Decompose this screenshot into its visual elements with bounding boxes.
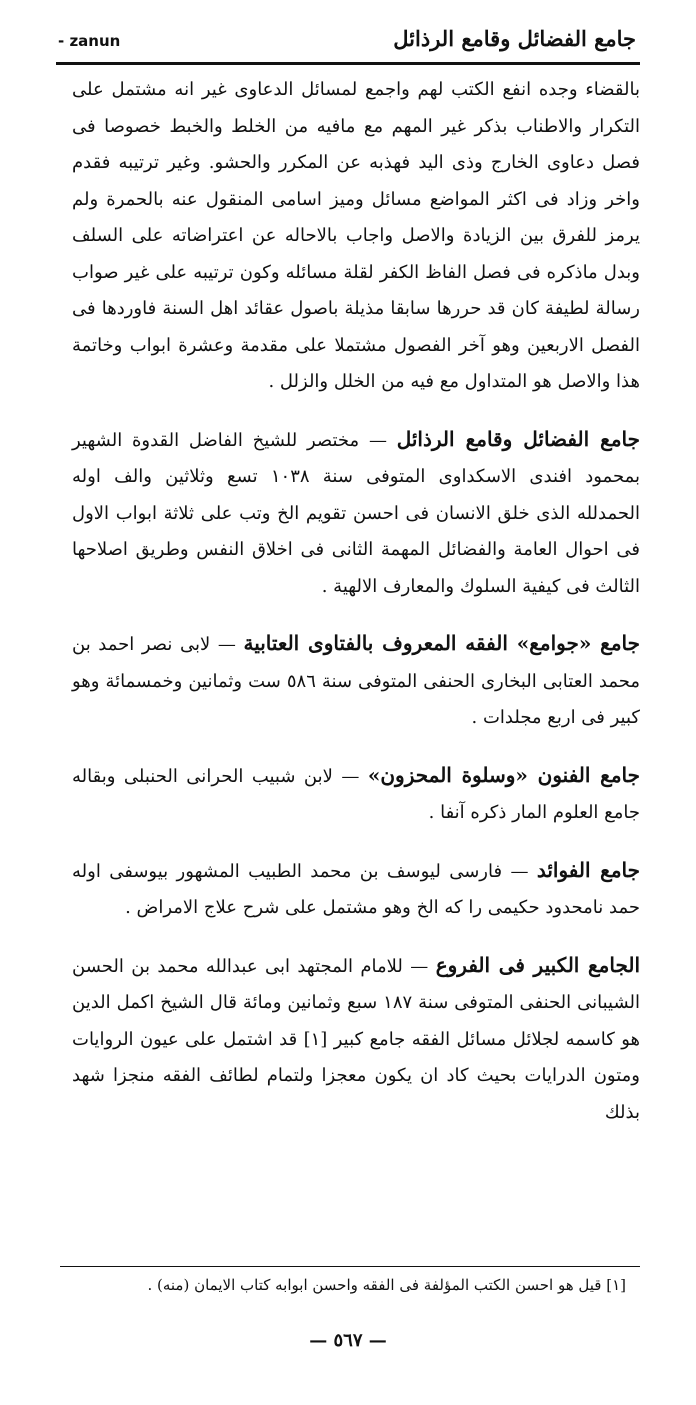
entry-title: جامع الفوائد [536,857,640,882]
paragraph [72,421,640,606]
page-header [56,22,640,65]
page-body [72,70,640,1315]
entry-title: الجامع الكبير فى الفروع [435,952,640,977]
footnote-divider [60,1266,640,1267]
paragraph [72,625,640,737]
entry-title: جامع «جوامع» الفقه المعروف بالفتاوى العتابية [243,631,640,655]
entry-title: جامع الفنون «وسلوة المحزون» [367,762,640,787]
paragraph [72,70,640,401]
running-title: جامع الفضائل وقامع الرذائل [393,26,636,51]
page-number: — ٥٦٧ — [309,1330,387,1351]
paragraph-text: بالقضاء وجده انفع الكتب لهم واجمع لمسائل الدعاوى غير انه مشتمل على التكرار والاطناب بذكر غير المهم مع مافيه من الخلط والخبط خصوصا فى فصل دعاوى الخارج وذى اليد فهذبه عن المكرر والحشو. وغير ترتيبه فقدم واخر وزاد فى اكثر المواضع مسائل وميز اسامى المنقول عنه بالحمرة ولم يرمز للفرق بين الزيادة والاصل واجاب بالاحاله عن اعتراضاته على السلف وبدل ماذكره فى فصل الفاظ الكفر لقلة مسائله وكون ترتيبه على غير صواب رسالة لطيفة كان قد حررها سابقا مذيلة باصول عقائد اهل السنة فاوردها فى الفصل الاربعين وهو آخر الفصول مشتملا على مقدمة وعشرة ابواب وخاتمة هذا والاصل هو المتداول مع فيه من الخلل والزلل . [72,79,640,392]
paragraph [72,757,640,832]
paragraph [72,852,640,927]
footnote: [١] قيل هو احسن الكتب المؤلفة فى الفقه واحسن ابوابه كتاب الايمان (منه) . [147,1276,626,1294]
paragraph-text: — مختصر للشيخ الفاضل القدوة الشهير بمحمود افندى الاسكداوى المتوفى سنة ١٠٣٨ تسع وثلاثين والف اوله الحمدلله الذى خلق الانسان فى احسن تقويم الخ وتب على ثلاثة ابواب الاول فى احوال العامة والفضائل المهمة الثانى فى اخلاق النفس وطريق اصلاحها الثالث فى كيفية السلوك والمعارف الالهية . [72,429,640,597]
paragraph [72,947,640,1132]
page-tag: - zanun [58,32,121,50]
paragraph-text: — للامام المجتهد ابى عبدالله محمد بن الحسن الشيبانى الحنفى المتوفى سنة ١٨٧ سبع وثمانين ومائة قال الشيخ اكمل الدين هو كاسمه لجلائل مسائل الفقه جامع كبير [١] قد اشتمل على عيون الروايات ومتون الدرايات بحيث كاد ان يكون معجزا ولتمام لطائف الفقه منجزا شهد بذلك [72,955,641,1123]
paragraph-text: — فارسى ليوسف بن محمد الطبيب المشهور بيوسفى اوله حمد نامحدود حكيمى را كه الخ وهو مشتمل على شرح علاج الامراض . [72,860,640,918]
entry-title: جامع الفضائل وقامع الرذائل [396,426,640,451]
paragraph-text: — لابن شبيب الحرانى الحنبلى وبقاله جامع العلوم المار ذكره آنفا . [72,765,640,823]
paragraph-text: — لابى نصر احمد بن محمد العتابى البخارى الحنفى المتوفى سنة ٥٨٦ ست وثمانين وخمسمائة وهو كبير فى اربع مجلدات . [72,634,640,728]
